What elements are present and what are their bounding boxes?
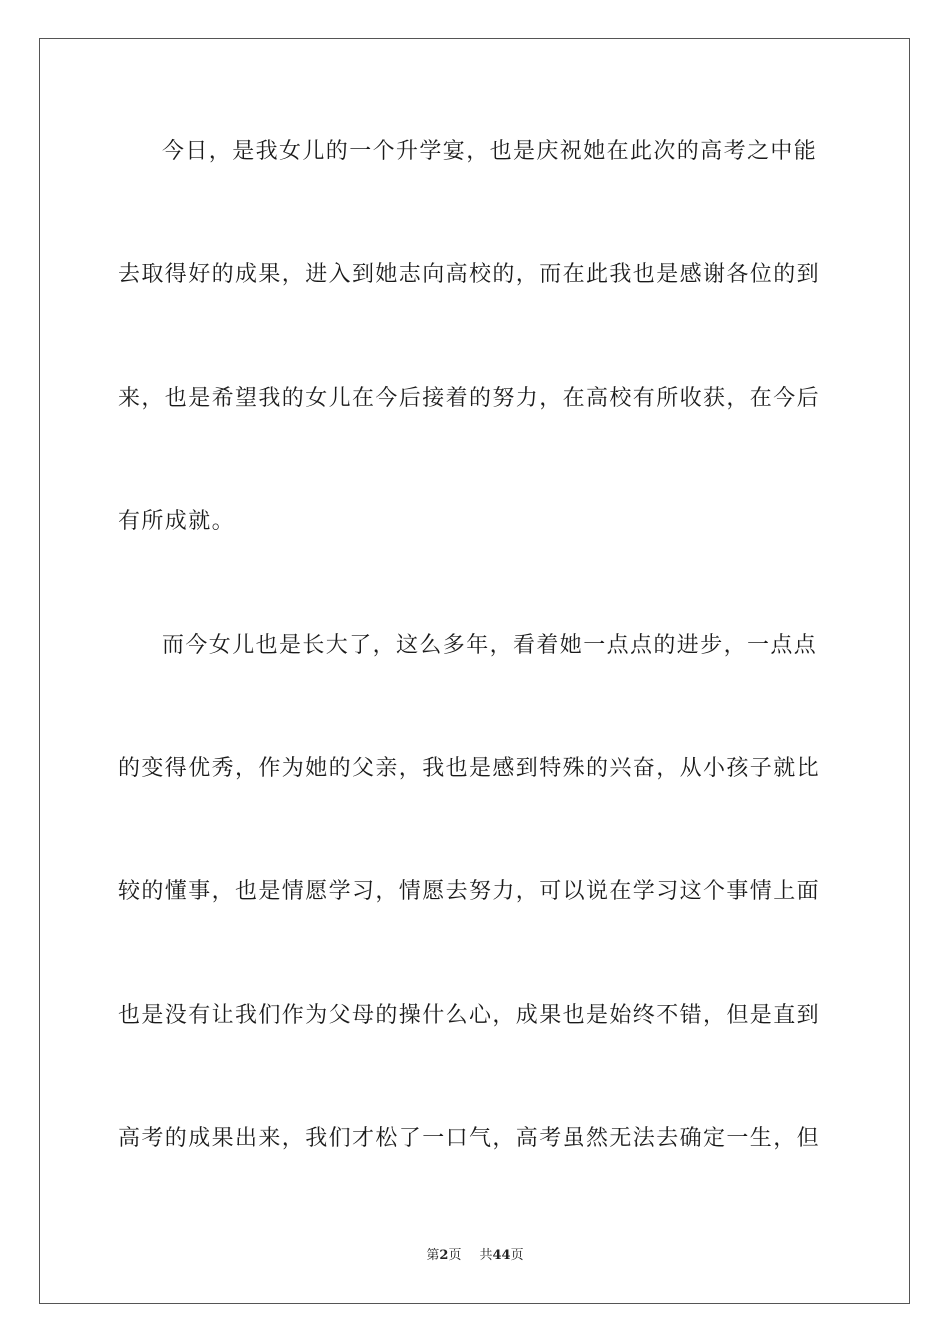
page-border — [39, 38, 910, 1304]
page-footer — [0, 1247, 950, 1265]
paragraph-2-line-5: 高考的成果出来，我们才松了一口气，高考虽然无法去确定一生，但 — [118, 1126, 821, 1151]
total-pages: 44 — [492, 1248, 511, 1263]
paragraph-2-line-3: 较的懂事，也是情愿学习，情愿去努力，可以说在学习这个事情上面 — [118, 879, 821, 904]
paragraph-1-line-2: 去取得好的成果，进入到她志向高校的，而在此我也是感谢各位的到 — [118, 262, 821, 287]
total-suffix: 页 — [510, 1248, 524, 1263]
page-suffix: 页 — [448, 1248, 462, 1263]
paragraph-1-line-3: 来，也是希望我的女儿在今后接着的努力，在高校有所收获，在今后 — [118, 386, 821, 411]
paragraph-2-line-1: 而今女儿也是长大了，这么多年，看着她一点点的进步，一点点 — [162, 633, 818, 658]
page-prefix: 第 — [426, 1248, 440, 1263]
paragraph-2-line-2: 的变得优秀，作为她的父亲，我也是感到特殊的兴奋，从小孩子就比 — [118, 756, 821, 781]
paragraph-1-line-4: 有所成就。 — [118, 509, 236, 534]
page-number: 2 — [439, 1248, 449, 1263]
paragraph-1-line-1: 今日，是我女儿的一个升学宴，也是庆祝她在此次的高考之中能 — [162, 139, 818, 164]
total-prefix: 共 — [479, 1248, 493, 1263]
paragraph-2-line-4: 也是没有让我们作为父母的操什么心，成果也是始终不错，但是直到 — [118, 1003, 821, 1028]
